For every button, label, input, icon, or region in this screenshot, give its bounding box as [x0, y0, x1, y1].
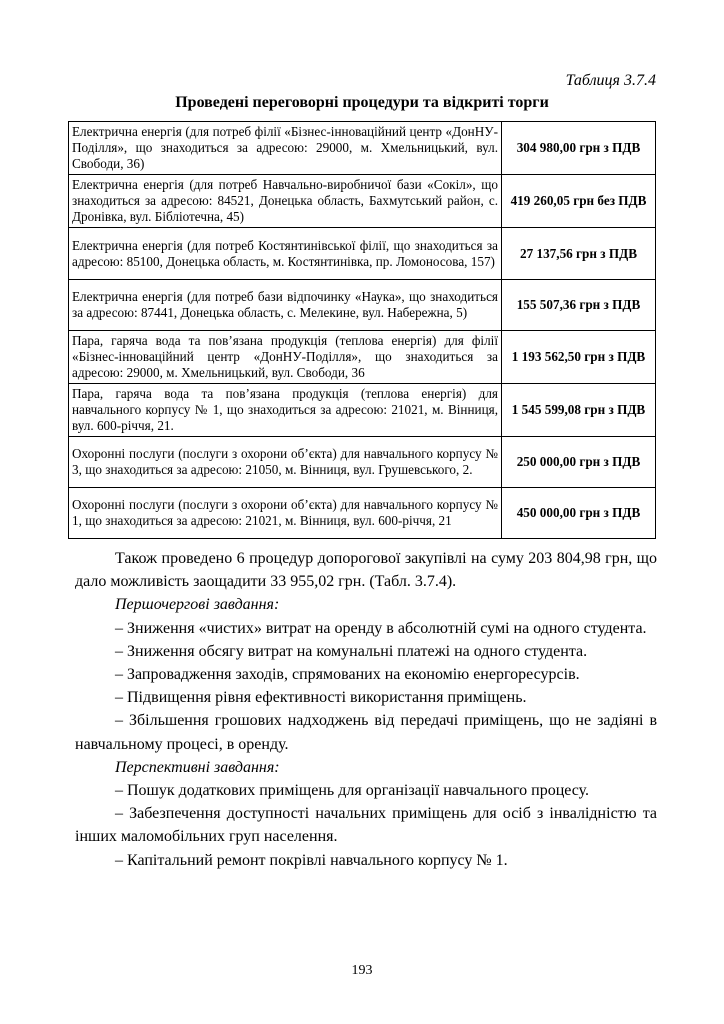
- table-row: [69, 437, 656, 488]
- table-row: [69, 175, 656, 228]
- table-row: [69, 280, 656, 331]
- table-row: [69, 228, 656, 280]
- table-caption: Таблиця 3.7.4: [565, 72, 656, 89]
- row-amount: 155 507,36 грн з ПДВ: [502, 280, 656, 331]
- row-amount: 250 000,00 грн з ПДВ: [502, 437, 656, 488]
- list-item: – Зниження «чистих» витрат на оренду в абсолютній сумі на одного студента.: [115, 619, 647, 637]
- row-description: Пара, гаряча вода та пов’язана продукція (теплова енергія) для навчального корпусу № 1, що знаходиться за адресою: 21021, м. Вінниця, вул. 600-річчя, 21.: [69, 384, 502, 437]
- list-item: – Підвищення рівня ефективності використання приміщень.: [115, 689, 527, 707]
- row-amount: 1 545 599,08 грн з ПДВ: [502, 384, 656, 437]
- row-amount: 450 000,00 грн з ПДВ: [502, 488, 656, 539]
- row-description: Електрична енергія (для потреб Навчально-виробничої бази «Сокіл», що знаходиться за адресою: 84521, Донецька область, Бахмутський район, с. Дронівка, вул. Бібліотечна, 45): [69, 175, 502, 228]
- row-description: Охоронні послуги (послуги з охорони об’єкта) для навчального корпусу № 1, що знаходиться за адресою: 21021, м. Вінниця, вул. 600-річчя, 21: [69, 488, 502, 539]
- table-title: Проведені переговорні процедури та відкриті торги: [175, 94, 549, 111]
- row-description: Електрична енергія (для потреб бази відпочинку «Наука», що знаходиться за адресою: 87441, Донецька область, с. Мелекине, вул. Набережна, 5): [69, 280, 502, 331]
- table-row: [69, 122, 656, 175]
- row-amount: 419 260,05 грн без ПДВ: [502, 175, 656, 228]
- summary-paragraph: Також проведено 6 процедур допорогової закупівлі на суму 203 804,98 грн, що дало можливість заощадити 33 955,02 грн. (Табл. 3.7.4).: [75, 550, 657, 591]
- list-item: – Забезпечення доступності начальних приміщень для осіб з інвалідністю та інших маломобільних груп населення.: [75, 805, 657, 846]
- list-item: – Запровадження заходів, спрямованих на економію енергоресурсів.: [115, 666, 580, 684]
- table-row: [69, 331, 656, 384]
- row-description: Охоронні послуги (послуги з охорони об’єкта) для навчального корпусу № 3, що знаходиться за адресою: 21050, м. Вінниця, вул. Грушевського, 2.: [69, 437, 502, 488]
- list-item: – Збільшення грошових надходжень від передачі приміщень, що не задіяні в навчальному процесі, в оренду.: [75, 712, 657, 753]
- priority-heading: Першочергові завдання:: [115, 596, 280, 614]
- page-number: 193: [351, 963, 373, 978]
- row-description: Пара, гаряча вода та пов’язана продукція (теплова енергія) для філії «Бізнес-інноваційний центр «ДонНУ-Поділля», що знаходиться за адресою: 29000, м. Хмельницький, вул. Свободи, 36: [69, 331, 502, 384]
- table-row: [69, 488, 656, 539]
- table-row: [69, 384, 656, 437]
- list-item: – Капітальний ремонт покрівлі навчального корпусу № 1.: [115, 851, 508, 869]
- procedures-table: [68, 121, 656, 539]
- row-description: Електрична енергія (для потреб Костянтинівської філії, що знаходиться за адресою: 85100, Донецька область, м. Костянтинівка, пр. Ломоносова, 157): [69, 228, 502, 280]
- body-text: [75, 547, 657, 872]
- list-item: – Пошук додаткових приміщень для організації навчального процесу.: [115, 782, 590, 800]
- row-amount: 1 193 562,50 грн з ПДВ: [502, 331, 656, 384]
- row-amount: 304 980,00 грн з ПДВ: [502, 122, 656, 175]
- row-amount: 27 137,56 грн з ПДВ: [502, 228, 656, 280]
- row-description: Електрична енергія (для потреб філії «Бізнес-інноваційний центр «ДонНУ-Поділля», що знаходиться за адресою: 29000, м. Хмельницький, вул. Свободи, 36): [69, 122, 502, 175]
- list-item: – Зниження обсягу витрат на комунальні платежі на одного студента.: [115, 642, 588, 660]
- prospective-heading: Перспективні завдання:: [115, 758, 280, 776]
